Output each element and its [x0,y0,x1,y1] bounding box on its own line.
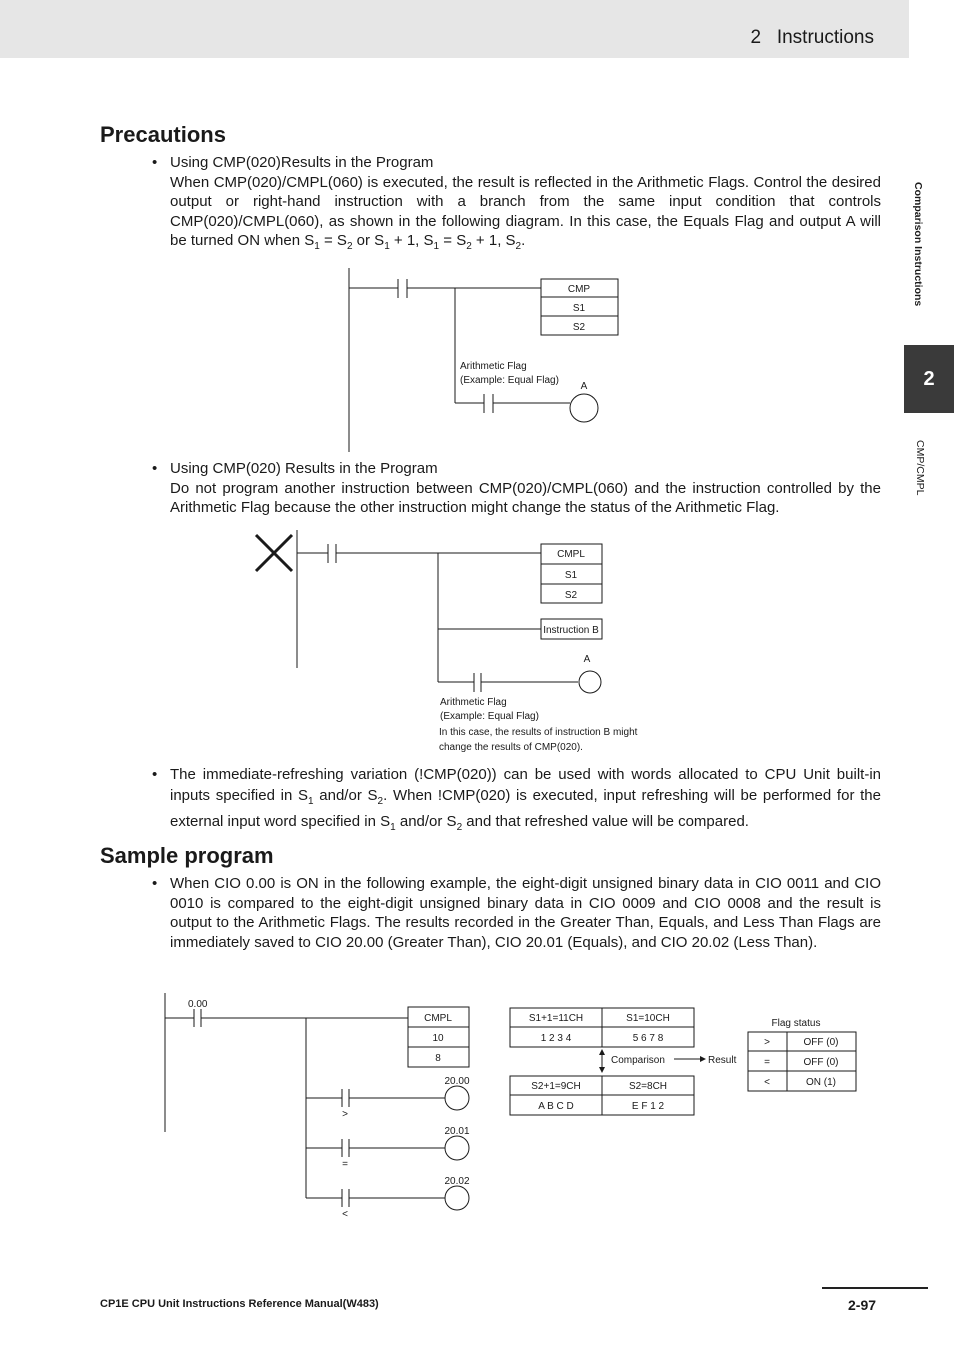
cmpl-block-s2: 8 [435,1053,441,1064]
flag-label-line2: (Example: Equal Flag) [460,375,559,386]
flag-row-eq-val: OFF (0) [803,1057,839,1068]
cmpl-block-label: CMPL [557,549,585,560]
cmp-block-s2: S2 [572,322,586,333]
s1-table-value-2: 5 6 7 8 [632,1033,664,1044]
bullet-dot: • [152,875,158,892]
sample-bullet [152,874,881,952]
page-header-title: 2 Instructions [750,27,874,48]
cmpl-block-label: CMPL [424,1013,452,1024]
flag-label-line1: Arithmetic Flag [440,697,507,708]
side-topic-label: CMP/CMPL [914,440,926,496]
cmpl-block-s2: S2 [564,590,578,601]
chapter-tab: 2 [904,345,954,413]
flag-label-line2: (Example: Equal Flag) [440,711,539,722]
footer-rule [822,1287,928,1289]
flag-row-gt-sym: > [764,1037,770,1048]
side-section-label: Comparison Instructions [912,182,924,307]
output-sym-eq: = [342,1159,348,1170]
flag-label-line1: Arithmetic Flag [460,361,527,372]
output-label: A [580,381,588,392]
bullet-dot: • [152,154,158,171]
input-address: 0.00 [188,999,208,1010]
cmp-block-s1: S1 [572,303,586,314]
s1-table-header-2: S1=10CH [626,1013,670,1024]
flag-row-lt-val: ON (1) [806,1077,836,1088]
s2-table-value-1: A B C D [538,1101,574,1112]
bullet-3-body: The immediate-refreshing variation (!CMP(020)) can be used with words allocated to CPU Unit built-in inputs specified in $S_1$ and/or $S_2$. When !CMP(020) is executed, input refreshing will be performed for the external input word specified in $S_1$ and/or $S_2$ and that refreshed value will be compared. [170,766,881,833]
result-label: Result [708,1055,737,1066]
cmpl-block-s1: 10 [432,1033,444,1044]
precautions-heading: Precautions [100,122,226,147]
precaution-bullet-3 [152,765,881,839]
s1-table-value-1: 1 2 3 4 [540,1033,572,1044]
footer-page-number: 2-97 [848,1297,877,1313]
output-sym-gt: > [342,1109,348,1120]
flag-row-lt-sym: < [764,1077,770,1088]
note-line1: In this case, the results of instruction B might [439,727,638,738]
flag-row-eq-sym: = [764,1057,770,1068]
s2-table-header-2: S2=8CH [628,1081,668,1092]
bullet-dot: • [152,766,158,783]
sample-program-heading: Sample program [100,843,274,868]
s2-table-header-1: S2+1=9CH [531,1081,581,1092]
instruction-b-label: Instruction B [543,625,599,636]
sample-bullet-body: When CIO 0.00 is ON in the following example, the eight-digit unsigned binary data in CIO 0011 and CIO 0010 is compared to the eight-digit unsigned binary data in CIO 0009 and CIO 0008 and the result is output to the Arithmetic Flags. The results recorded in the Greater Than, Equals, and Less Than Flags are immediately saved to CIO 20.00 (Greater Than), CIO 20.01 (Equals), and CIO 20.02 (Less Than). [170,875,881,951]
output-addr-gt: 20.00 [444,1076,470,1087]
bullet-2-title: Using CMP(020) Results in the Program [170,460,438,477]
cmp-block-label: CMP [567,284,591,295]
s2-table-value-2: E F 1 2 [631,1101,665,1112]
comparison-label: Comparison [611,1055,665,1066]
cmpl-block-s1: S1 [564,570,578,581]
precaution-bullet-2 [152,459,881,518]
bullet-dot: • [152,460,158,477]
output-addr-lt: 20.02 [444,1176,470,1187]
output-addr-eq: 20.01 [444,1126,470,1137]
flag-row-gt-val: OFF (0) [803,1037,839,1048]
s1-table-header-1: S1+1=11CH [528,1013,584,1024]
bullet-1-body: When CMP(020)/CMPL(060) is executed, the result is reflected in the Arithmetic Flags. Control the desired output or right-hand instruction with a branch from the same input condition that controls CMP(020)/CMPL(060), as shown in the following diagram. In this case, the Equals Flag and output A will be turned ON when $S_1 = S_2$ or $S_1 + 1$, $S_1 = S_2 + 1$, $S_2$. [170,173,881,252]
bullet-1-title: Using CMP(020)Results in the Program [170,154,434,171]
flag-status-title: Flag status [771,1018,821,1029]
note-line2: change the results of CMP(020). [439,742,583,753]
bullet-2-body: Do not program another instruction between CMP(020)/CMPL(060) and the instruction controlled by the Arithmetic Flag because the other instruction might change the status of the Arithmetic Flag. [170,479,881,516]
precaution-bullet-1 [152,153,881,257]
output-sym-lt: < [342,1209,348,1220]
footer-manual-title: CP1E CPU Unit Instructions Reference Manual(W483) [100,1298,379,1310]
output-label: A [583,654,591,665]
